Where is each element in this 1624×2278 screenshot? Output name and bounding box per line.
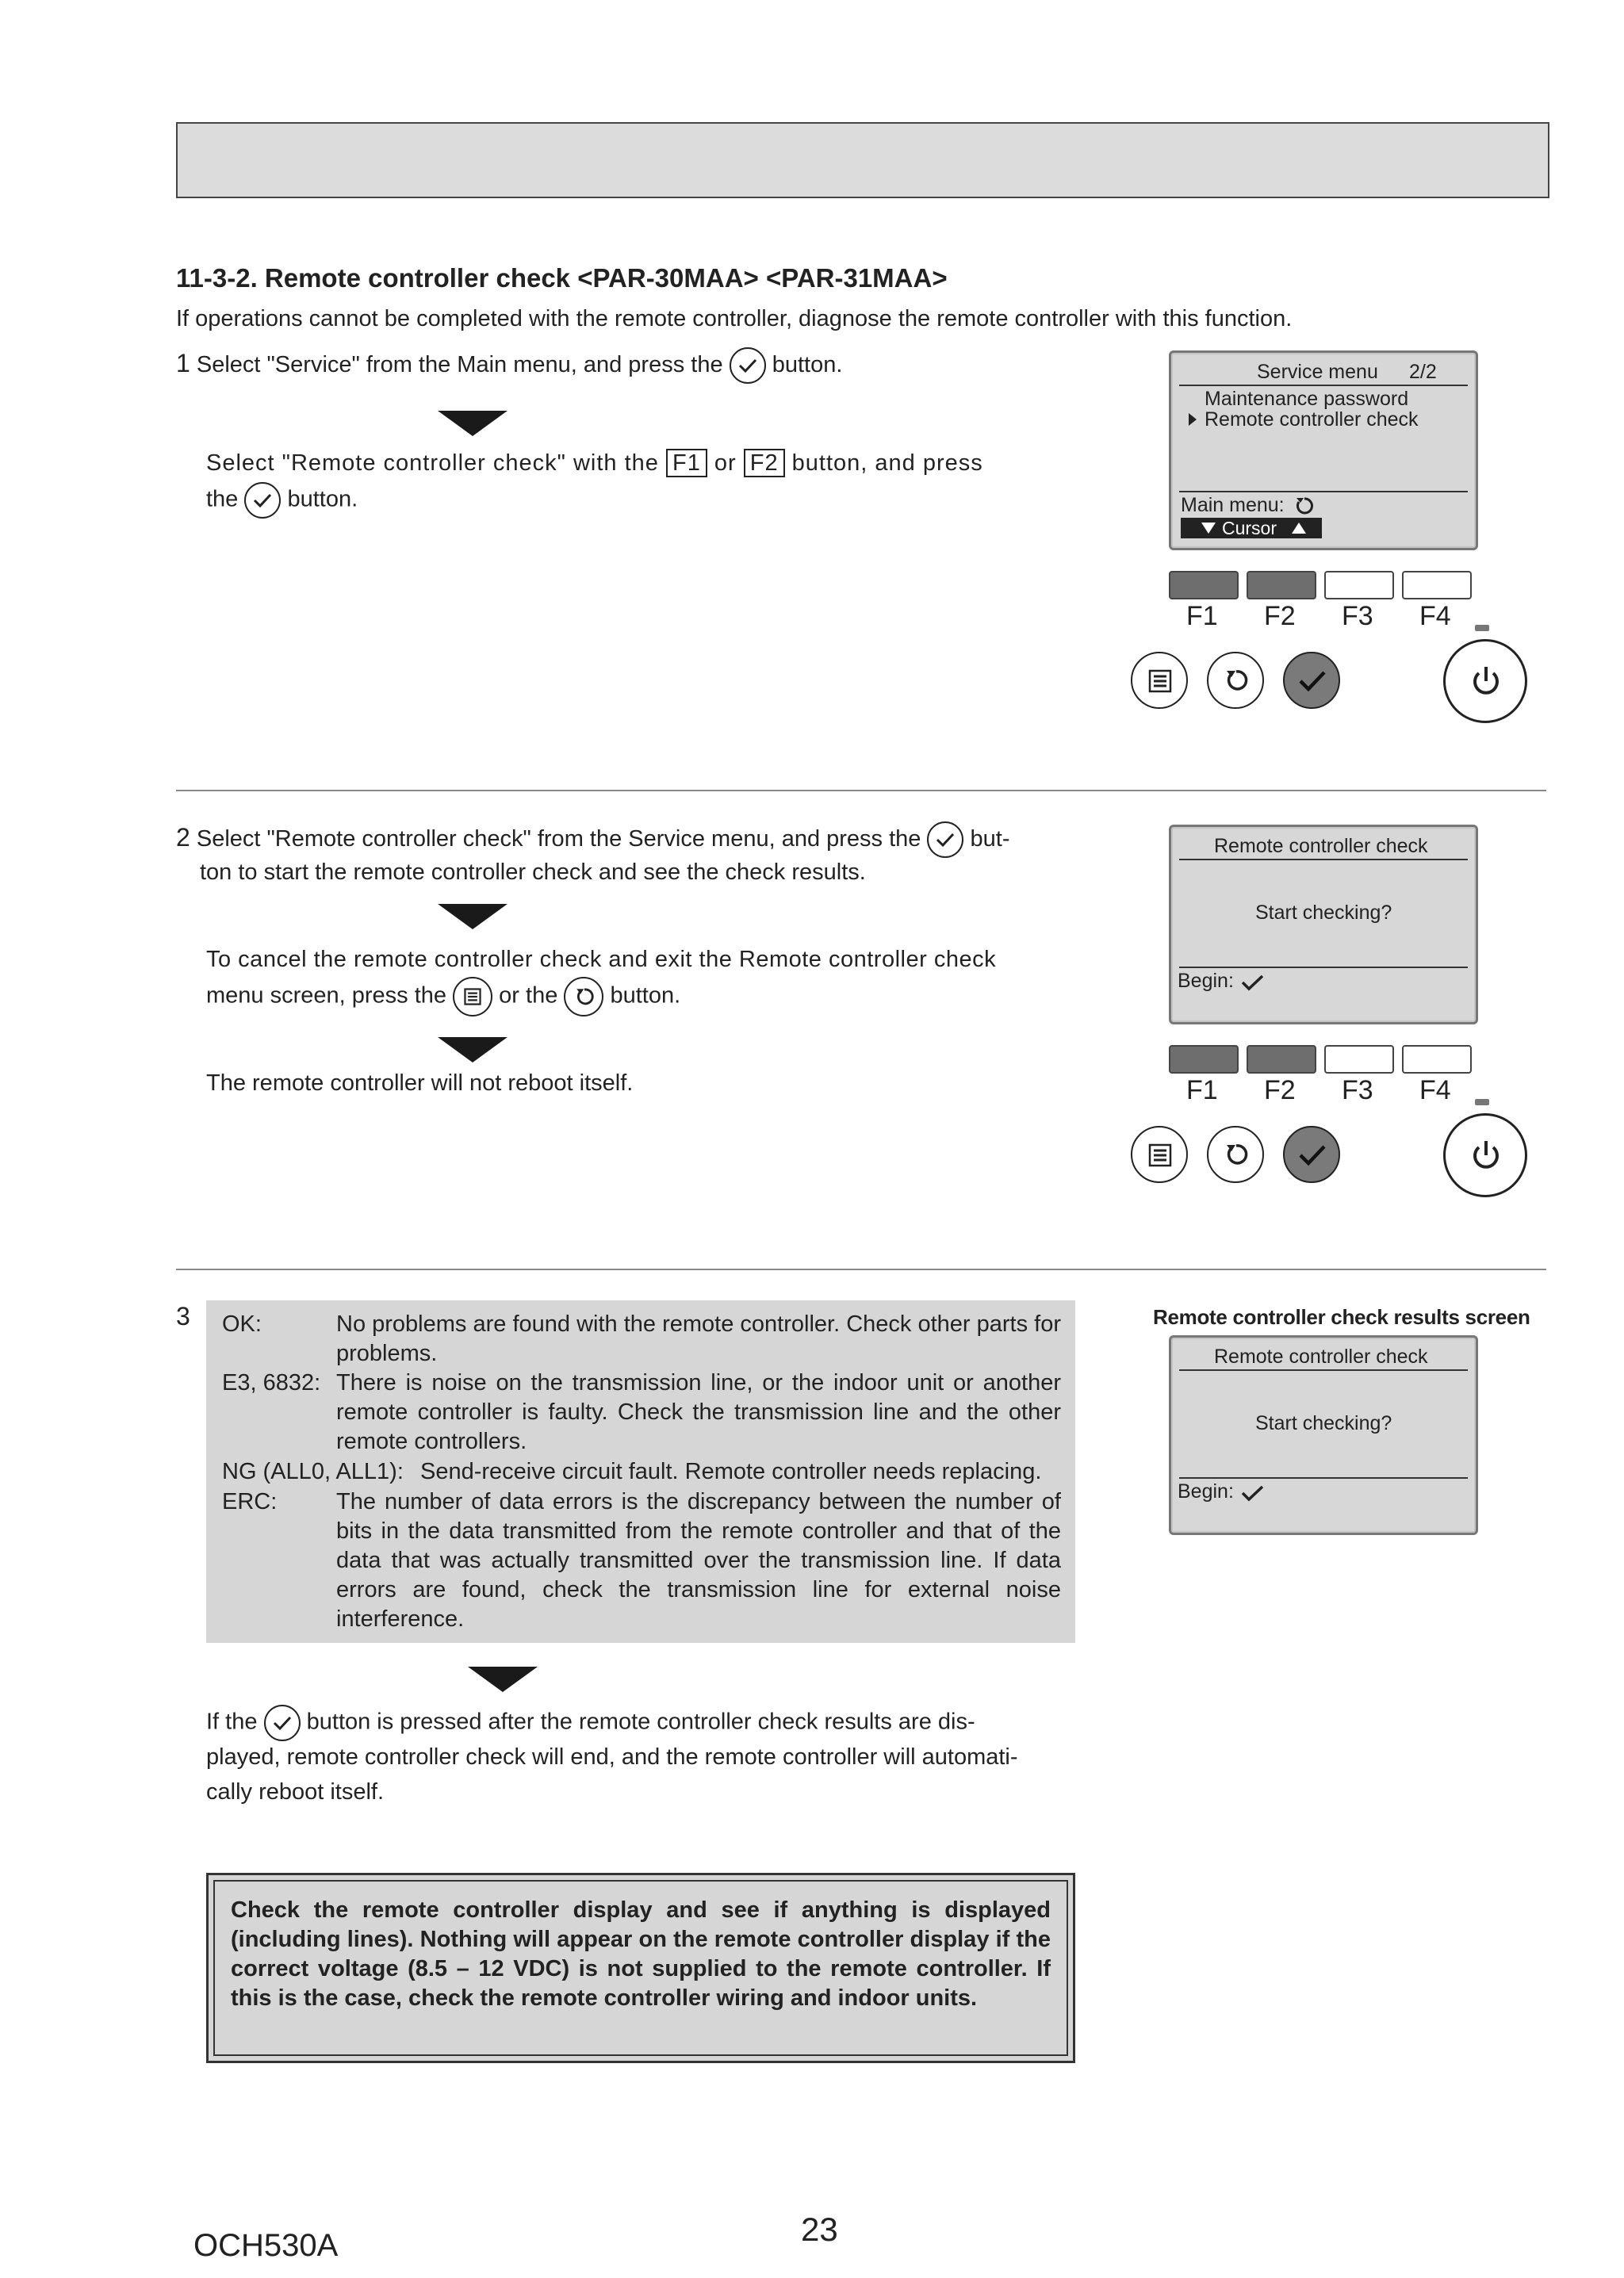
power-icon xyxy=(1469,1138,1503,1173)
power-button[interactable] xyxy=(1443,639,1527,723)
cursor-arrow-icon xyxy=(1189,413,1197,426)
f2-label: F2 xyxy=(1264,601,1296,631)
return-button[interactable] xyxy=(1207,1126,1264,1183)
f3-label: F3 xyxy=(1342,601,1373,631)
down-arrow-icon xyxy=(438,1037,508,1062)
check-icon xyxy=(1241,974,1265,992)
menu-icon xyxy=(1148,1143,1172,1167)
lcd-divider xyxy=(1179,385,1468,386)
f4-button[interactable] xyxy=(1402,1045,1472,1074)
return-icon xyxy=(564,977,603,1016)
result-code: ERC: xyxy=(222,1489,278,1514)
down-arrow-icon xyxy=(468,1667,538,1692)
lcd-divider xyxy=(1179,1477,1468,1479)
f1-button[interactable] xyxy=(1169,571,1239,599)
menu-icon xyxy=(1148,669,1172,693)
header-bar xyxy=(176,122,1549,198)
lcd-item-selected: Remote controller check xyxy=(1205,408,1419,431)
step1-line3: the button. xyxy=(206,482,358,519)
cursor-bar xyxy=(1181,518,1322,538)
step-number: 3 xyxy=(176,1302,190,1330)
lcd-begin: Begin: xyxy=(1178,1480,1234,1503)
result-text: No problems are found with the remote controller. Check other parts for problems. xyxy=(336,1311,1061,1366)
power-led xyxy=(1475,625,1489,631)
confirm-button[interactable] xyxy=(1283,1126,1340,1183)
page-number: 23 xyxy=(801,2211,838,2248)
lcd-remote-check xyxy=(1169,825,1478,1024)
lcd-footer: Main menu: xyxy=(1181,494,1285,516)
lcd-results-screen xyxy=(1169,1335,1478,1535)
down-triangle-icon xyxy=(1201,523,1216,534)
return-icon xyxy=(1224,1142,1249,1167)
lcd-divider xyxy=(1179,491,1468,492)
section-divider xyxy=(176,790,1546,791)
f2-button[interactable] xyxy=(1247,1045,1316,1074)
results-screen-caption: Remote controller check results screen xyxy=(1153,1305,1530,1329)
menu-button[interactable] xyxy=(1131,1126,1188,1183)
step2-cancel-2: menu screen, press the or the button. xyxy=(206,977,680,1016)
result-text: There is noise on the transmission line, or the indoor unit or another remote controller is faulty. Check the transmission line and the other remote controllers. xyxy=(336,1370,1061,1454)
check-icon xyxy=(244,482,281,519)
section-title: 11-3-2. Remote controller check <PAR-30MAA> <PAR-31MAA> xyxy=(176,263,948,293)
check-icon xyxy=(264,1705,301,1741)
menu-icon xyxy=(453,977,492,1016)
section-divider xyxy=(176,1269,1546,1270)
warning-text: Check the remote controller display and see if anything is displayed (including lines). Nothing will appear on the remote controller display if the correct voltage (8.5 – 12 VDC) is not supplied to the remote controller. If this is the case, check the remote controller wiring and indoor units. xyxy=(213,1880,1068,2056)
step1-line1: 1 Select "Service" from the Main menu, and press the button. xyxy=(176,347,842,384)
step2-line2: ton to start the remote controller check and see the check results. xyxy=(200,860,866,885)
lcd-title: Service menu xyxy=(1257,361,1378,383)
result-text: Send-receive circuit fault. Remote controller needs replacing. xyxy=(420,1459,1042,1484)
f3-button[interactable] xyxy=(1324,571,1394,599)
f1-label: F1 xyxy=(1186,601,1218,631)
step3-after-2: played, remote controller check will end, and the remote controller will automati- xyxy=(206,1744,1018,1770)
result-code: E3, 6832: xyxy=(222,1370,321,1396)
check-icon xyxy=(1298,1143,1327,1167)
step-number: 1 xyxy=(176,349,190,377)
result-code: NG (ALL0, ALL1): xyxy=(222,1459,404,1484)
lcd-page: 2/2 xyxy=(1409,361,1437,383)
lcd-divider xyxy=(1179,967,1468,968)
return-icon xyxy=(1224,668,1249,693)
lcd-begin: Begin: xyxy=(1178,970,1234,992)
lcd-divider xyxy=(1179,859,1468,860)
result-text: The number of data errors is the discrepancy between the number of bits in the data transmitted from the remote controller and that of the data that was actually transmitted over the transmission line. If data errors are found, check the transmission line for external noise interference. xyxy=(336,1489,1061,1632)
lcd-service-menu xyxy=(1169,350,1478,550)
step1-line2: Select "Remote controller check" with the F1 or F2 button, and press xyxy=(206,450,983,476)
power-icon xyxy=(1469,664,1503,699)
confirm-button[interactable] xyxy=(1283,652,1340,709)
check-icon xyxy=(1241,1485,1265,1503)
f1-key-label: F1 xyxy=(666,449,707,477)
results-box xyxy=(206,1300,1075,1643)
down-arrow-icon xyxy=(438,411,508,436)
lcd-prompt: Start checking? xyxy=(1255,1412,1392,1434)
return-button[interactable] xyxy=(1207,652,1264,709)
warning-box xyxy=(206,1873,1075,2063)
f4-label: F4 xyxy=(1419,1075,1451,1105)
document-code: OCH530A xyxy=(193,2228,339,2263)
f4-button[interactable] xyxy=(1402,571,1472,599)
return-icon xyxy=(1294,496,1315,516)
step2-line1: 2 Select "Remote controller check" from the Service menu, and press the but- xyxy=(176,821,1010,858)
result-code: OK: xyxy=(222,1311,262,1337)
step2-cancel-1: To cancel the remote controller check and exit the Remote controller check xyxy=(206,947,997,972)
up-triangle-icon xyxy=(1292,523,1306,534)
lcd-item: Maintenance password xyxy=(1205,388,1409,410)
lcd-prompt: Start checking? xyxy=(1255,902,1392,924)
f2-button[interactable] xyxy=(1247,571,1316,599)
power-led xyxy=(1475,1099,1489,1105)
check-icon xyxy=(927,821,963,858)
f1-label: F1 xyxy=(1186,1075,1218,1105)
f2-label: F2 xyxy=(1264,1075,1296,1105)
lcd-divider xyxy=(1179,1369,1468,1371)
f3-label: F3 xyxy=(1342,1075,1373,1105)
step3-after-1: If the button is pressed after the remote controller check results are dis- xyxy=(206,1705,1075,1741)
step2-no-reboot: The remote controller will not reboot itself. xyxy=(206,1070,634,1096)
f1-button[interactable] xyxy=(1169,1045,1239,1074)
section-intro: If operations cannot be completed with the remote controller, diagnose the remote controller with this function. xyxy=(176,306,1293,331)
f4-label: F4 xyxy=(1419,601,1451,631)
check-icon xyxy=(1298,669,1327,693)
down-arrow-icon xyxy=(438,904,508,929)
step-number: 2 xyxy=(176,823,190,852)
lcd-title: Remote controller check xyxy=(1214,1346,1428,1368)
f3-button[interactable] xyxy=(1324,1045,1394,1074)
power-button[interactable] xyxy=(1443,1113,1527,1197)
lcd-title: Remote controller check xyxy=(1214,835,1428,857)
f2-key-label: F2 xyxy=(744,449,785,477)
cursor-label: Cursor xyxy=(1222,518,1277,538)
menu-button[interactable] xyxy=(1131,652,1188,709)
check-icon xyxy=(730,347,766,384)
step3-after-3: cally reboot itself. xyxy=(206,1779,385,1805)
